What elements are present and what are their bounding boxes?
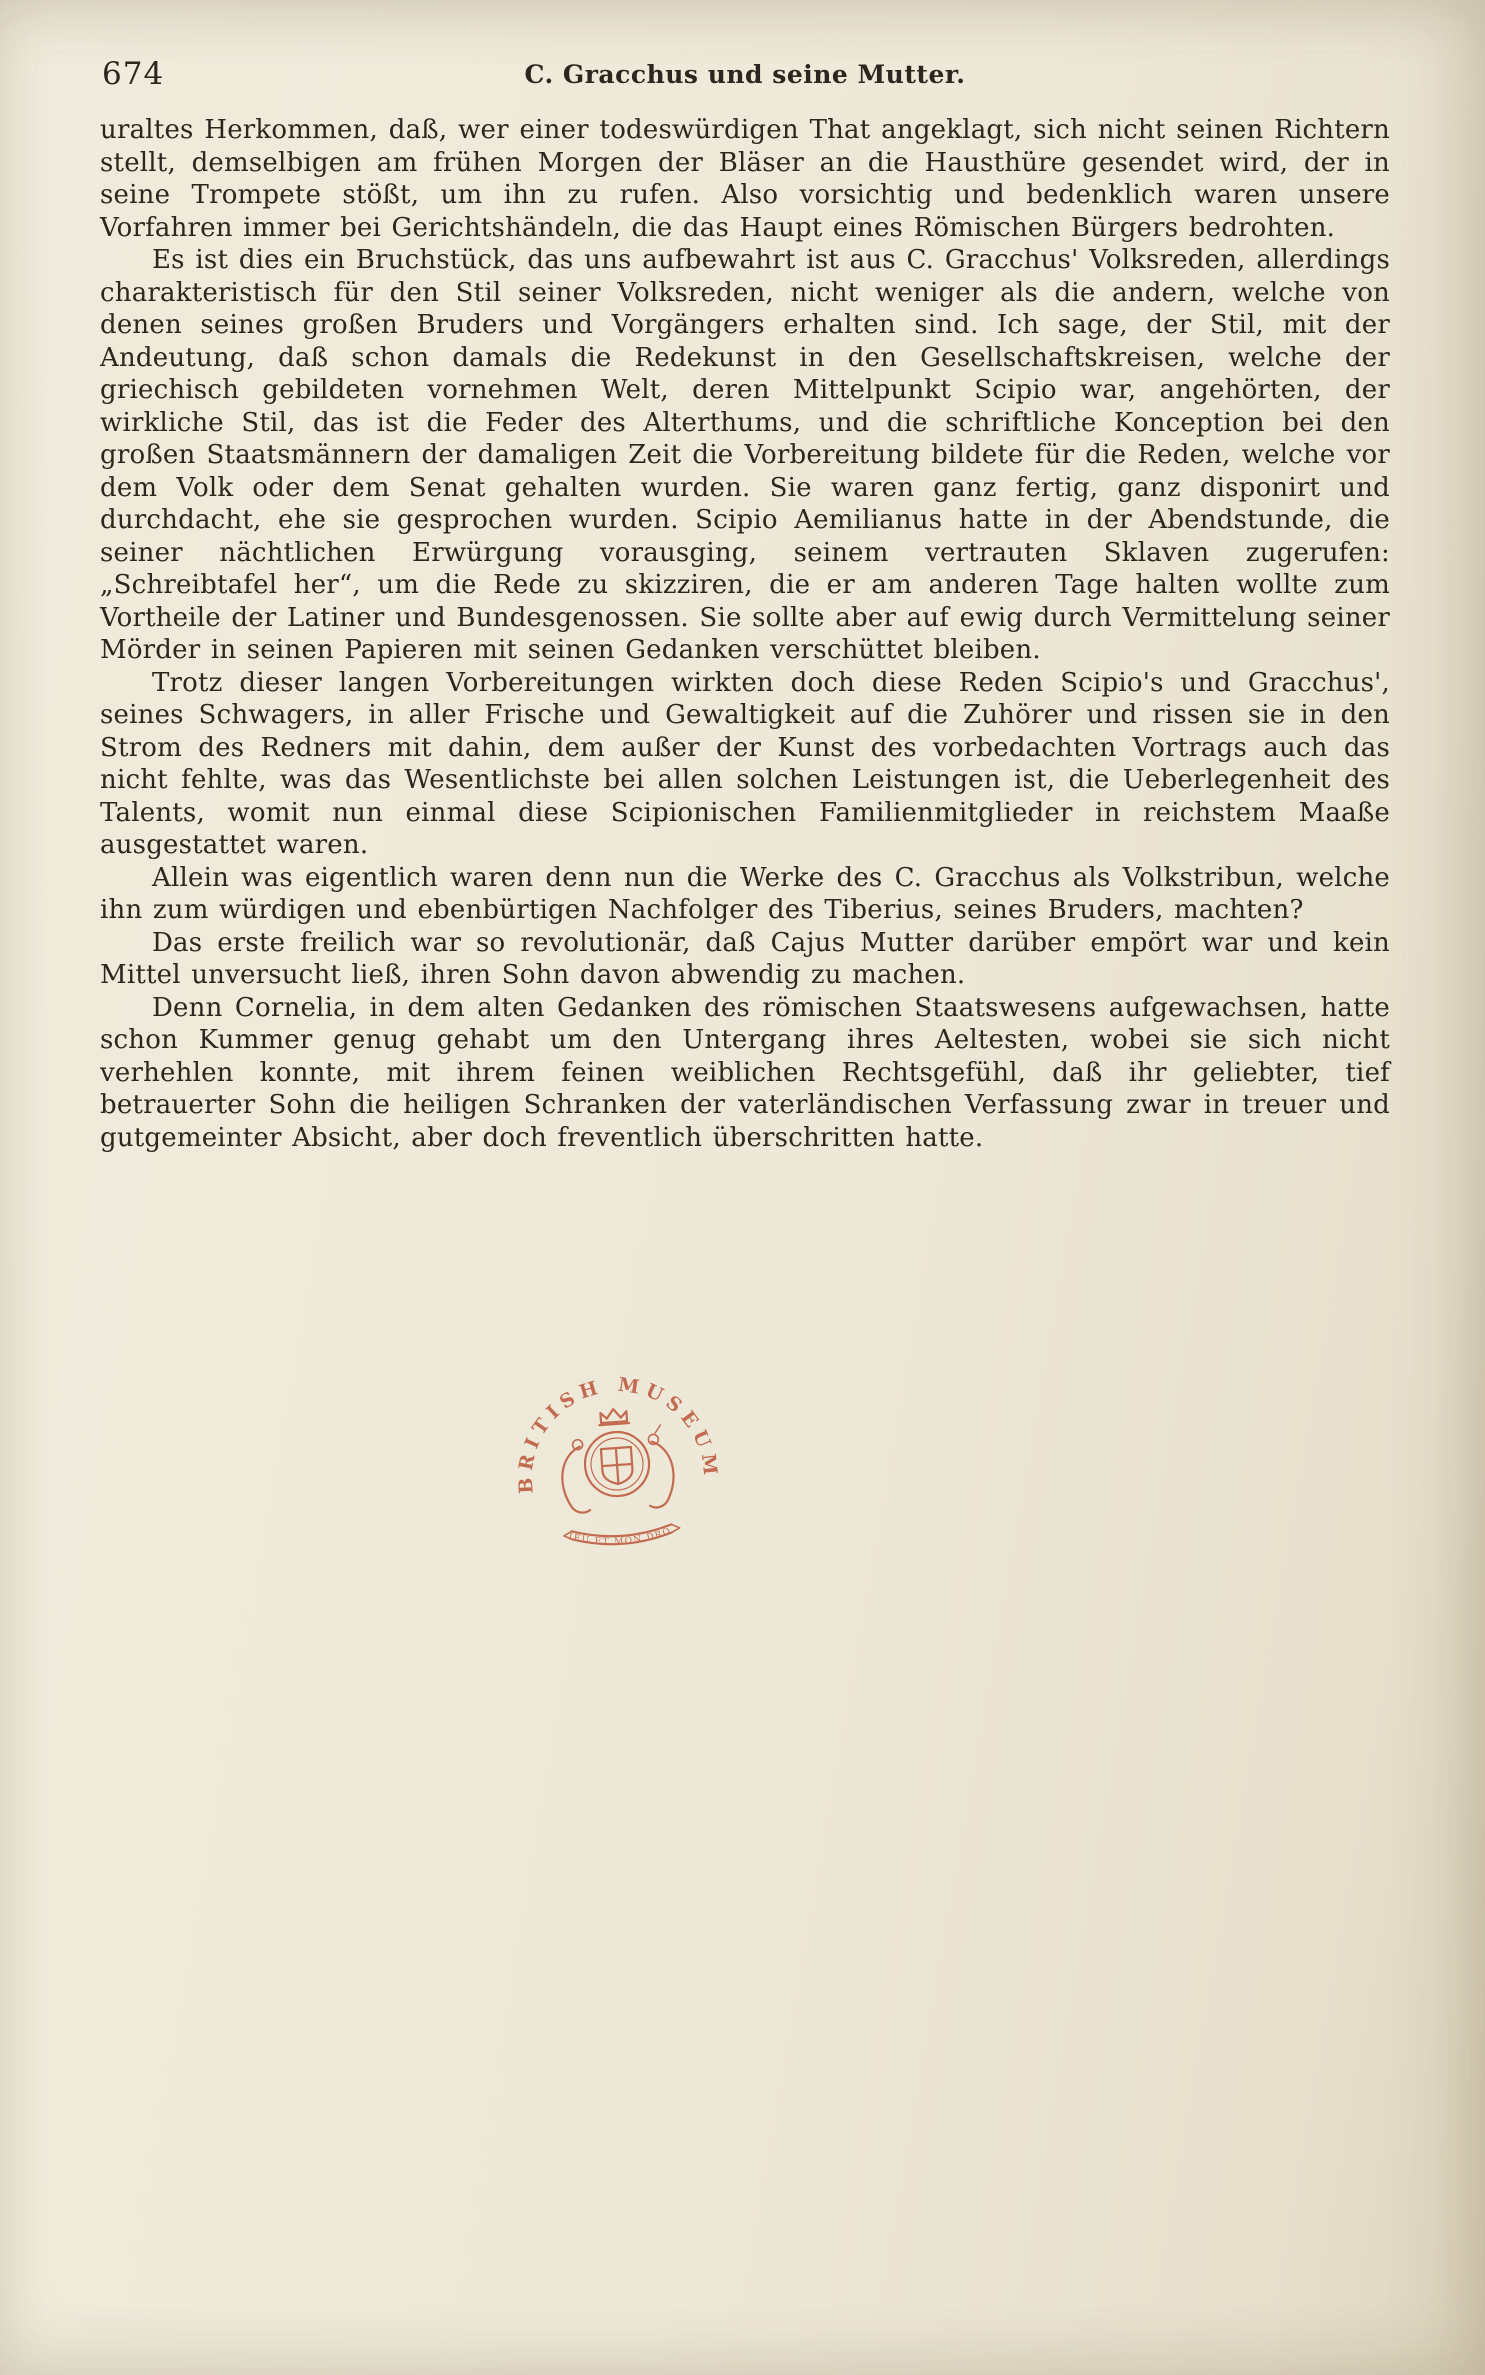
svg-text:BRITISH MUSEUM: [508, 1367, 722, 1495]
page-header: [100, 52, 1390, 96]
paragraph: Denn Cornelia, in dem alten Gedanken des römischen Staatswesens aufgewachsen, hatte schon Kummer genug gehabt um den Untergang ihres Aeltesten, wobei sie sich nicht verhehlen konnte, mit ihrem feinen weiblichen Rechtsgefühl, daß ihr geliebter, tief betrauerter Sohn die heiligen Schranken der vaterländischen Verfassung zwar in treuer und gutgemeinter Absicht, aber doch freventlich überschritten hatte.: [100, 992, 1390, 1153]
svg-text:DIEU ET MON DROIT: [563, 1467, 674, 1550]
page-body: [100, 114, 1390, 1154]
page-number: 674: [102, 56, 165, 92]
paragraph: Es ist dies ein Bruchstück, das uns aufbewahrt ist aus C. Gracchus' Volksreden, allerdings charakteristisch für den Stil seiner Volksreden, nicht weniger als die andern, welche von denen seines großen Bruders und Vorgängers erhalten sind. Ich sage, der Stil, mit der Andeutung, daß schon damals die Redekunst in den Gesellschaftskreisen, welche der griechisch gebildeten vornehmen Welt, deren Mittelpunkt Scipio war, angehörten, der wirkliche Stil, das ist die Feder des Alterthums, und die schriftliche Konception bei den großen Staatsmännern der damaligen Zeit die Vorbereitung bildete für die Reden, welche vor dem Volk oder dem Senat gehalten wurden. Sie waren ganz fertig, ganz disponirt und durchdacht, ehe sie gesprochen wurden. Scipio Aemilianus hatte in der Abendstunde, die seiner nächtlichen Erwürgung vorausging, seinem vertrauten Sklaven zugerufen: „Schreibtafel her“, um die Rede zu skizziren, die er am anderen Tage halten wollte zum Vortheile der Latiner und Bundesgenossen. Sie sollte aber auf ewig durch Vermittelung seiner Mörder in seinen Papieren mit seinen Gedanken verschüttet bleiben.: [100, 245, 1390, 665]
paragraph: uraltes Herkommen, daß, wer einer todeswürdigen That angeklagt, sich nicht seinen Richtern stellt, demselbigen am frühen Morgen der Bläser an die Hausthüre gesendet wird, der in seine Trompete stößt, um ihn zu rufen. Also vorsichtig und bedenklich waren unsere Vorfahren immer bei Gerichtshändeln, die das Haupt eines Römischen Bürgers bedrohten.: [100, 115, 1390, 243]
stamp-motto-text: DIEU ET MON DROIT: [567, 1470, 674, 1548]
paragraph: Allein was eigentlich waren denn nun die Werke des C. Gracchus als Volkstribun, welche ihn zum würdigen und ebenbürtigen Nachfolger des Tiberius, seines Bruders, machten?: [100, 862, 1390, 925]
paragraph: Trotz dieser langen Vorbereitungen wirkten doch diese Reden Scipio's und Gracchus', seines Schwagers, in aller Frische und Gewaltigkeit auf die Zuhörer und rissen sie in den Strom des Redners mit dahin, dem außer der Kunst des vorbedachten Vortrags auch das nicht fehlte, was das Wesentlichste bei allen solchen Leistungen ist, die Ueberlegenheit des Talents, womit nun einmal diese Scipionischen Familienmitglieder in reichstem Maaße ausgestattet waren.: [100, 667, 1390, 860]
paragraph: Das erste freilich war so revolutionär, daß Cajus Mutter darüber empört war und kein Mittel unversucht ließ, ihren Sohn davon abwendig zu machen.: [100, 927, 1390, 990]
stamp-crest-icon: [505, 1365, 731, 1591]
british-museum-stamp: [505, 1365, 731, 1591]
running-title: C. Gracchus und seine Mutter.: [524, 60, 966, 89]
stamp-institution-text: BRITISH MUSEUM: [514, 1373, 722, 1495]
